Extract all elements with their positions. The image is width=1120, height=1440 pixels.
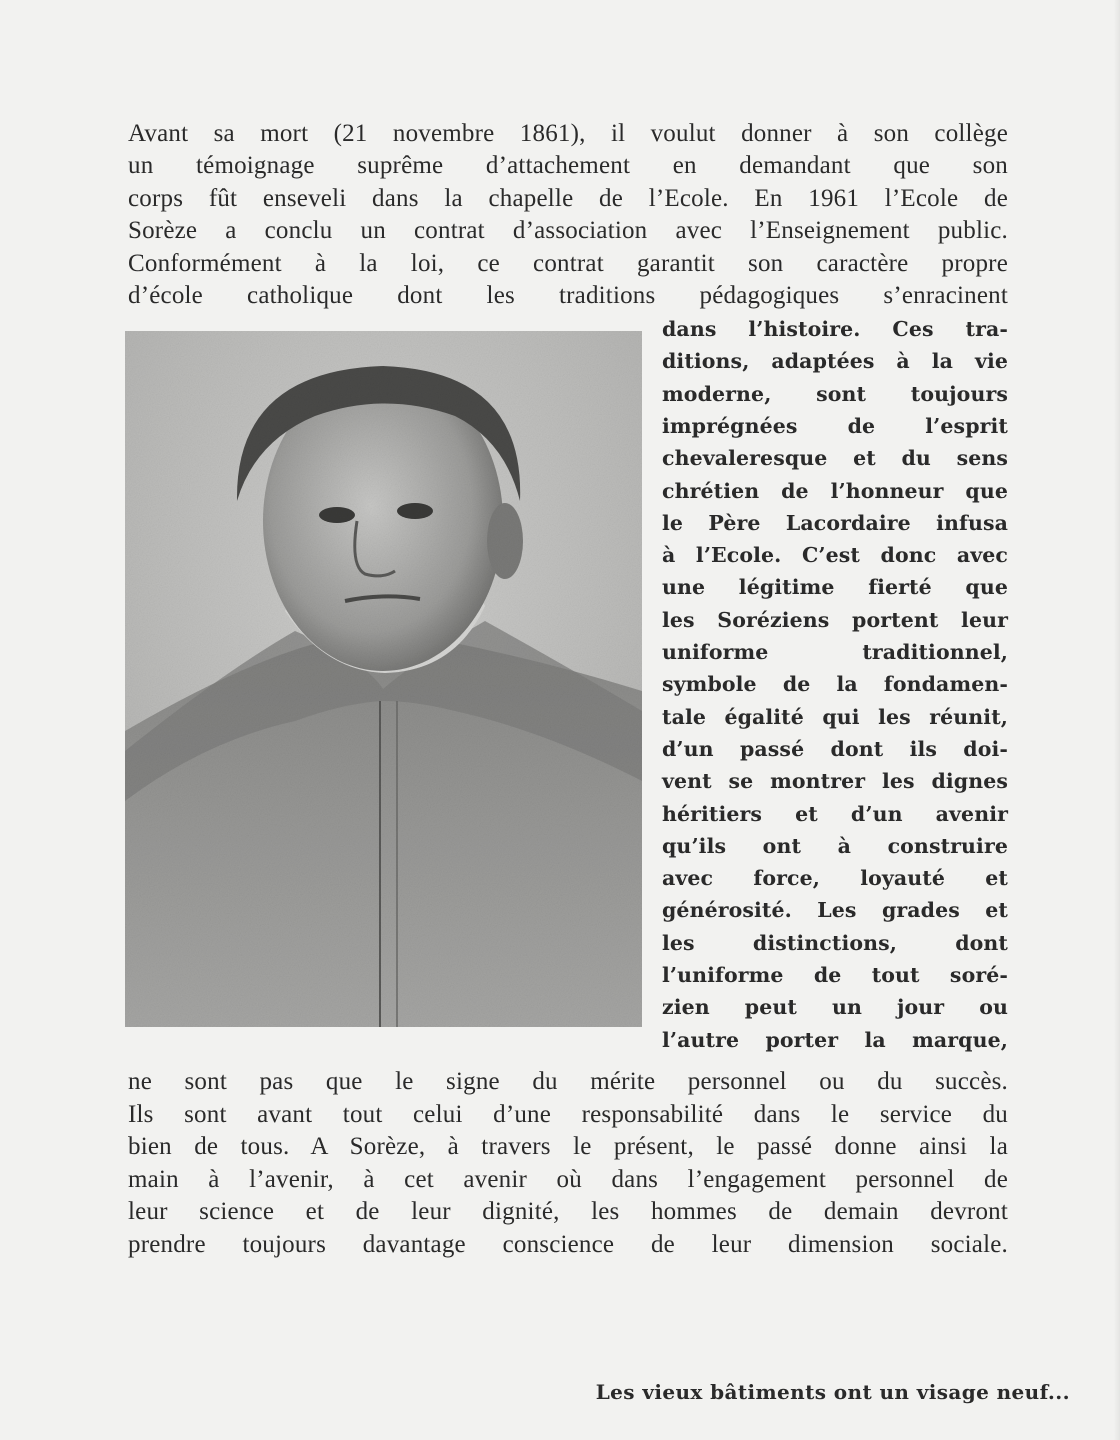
page-caption: Les vieux bâtiments ont un visage neuf... — [595, 1380, 1070, 1404]
portrait-image — [125, 331, 642, 1027]
text-line: imprégnées de l’esprit — [662, 413, 1008, 438]
right-eye — [397, 503, 433, 519]
text-line: symbole de la fondamen- — [662, 672, 1008, 697]
text-line: générosité. Les grades et — [662, 898, 1008, 923]
text-line: d’école catholique dont les traditions pédagogiques s’enracinent — [128, 282, 1008, 309]
left-eye — [319, 507, 355, 523]
text-line: avec force, loyauté et — [662, 866, 1008, 891]
text-line: chevaleresque et du sens — [662, 446, 1008, 471]
text-line: les Soréziens portent leur — [662, 607, 1008, 632]
text-line: leur science et de leur dignité, les hommes de demain devront — [128, 1198, 1008, 1226]
text-line: chrétien de l’honneur que — [662, 478, 1008, 503]
text-line: un témoignage suprême d’attachement en demandant que son — [128, 152, 1008, 180]
text-line: bien de tous. A Sorèze, à travers le présent, le passé donne ainsi la — [128, 1133, 1008, 1161]
text-line: Ils sont avant tout celui d’une responsabilité dans le service du — [128, 1100, 1008, 1128]
text-line: à l’Ecole. C’est donc avec — [662, 543, 1008, 568]
text-line: prendre toujours davantage conscience de leur dimension sociale. — [128, 1231, 1008, 1258]
portrait-drawing — [125, 331, 642, 1027]
text-line: uniforme traditionnel, — [662, 640, 1008, 664]
text-line: les distinctions, dont — [662, 930, 1008, 955]
text-line: Sorèze a conclu un contrat d’association avec l’Enseignement public. — [128, 217, 1008, 245]
text-line: tale égalité qui les réunit, — [662, 704, 1008, 729]
text-line: une légitime fierté que — [662, 575, 1008, 600]
text-line: zien peut un jour ou — [662, 995, 1008, 1020]
text-line: Avant sa mort (21 novembre 1861), il voulut donner à son collège — [128, 120, 1008, 147]
text-line: l’autre porter la marque, — [662, 1027, 1008, 1052]
ear — [487, 503, 523, 579]
text-line: qu’ils ont à construire — [662, 833, 1008, 858]
text-line: dans l’histoire. Ces tra- — [662, 317, 1008, 341]
text-line: d’un passé dont ils doi- — [662, 736, 1008, 761]
text-line: Conformément à la loi, ce contrat garantit son caractère propre — [128, 249, 1008, 277]
text-line: vent se montrer les dignes — [662, 769, 1008, 794]
text-line: corps fût enseveli dans la chapelle de l’Ecole. En 1961 l’Ecole de — [128, 184, 1008, 212]
text-line: l’uniforme de tout soré- — [662, 963, 1008, 987]
page-edge — [1114, 0, 1120, 1440]
text-line: ditions, adaptées à la vie — [662, 349, 1008, 374]
text-line: le Père Lacordaire infusa — [662, 510, 1008, 535]
text-line: ne sont pas que le signe du mérite personnel ou du succès. — [128, 1068, 1008, 1095]
text-line: moderne, sont toujours — [662, 381, 1008, 406]
text-line: héritiers et d’un avenir — [662, 801, 1008, 826]
text-line: main à l’avenir, à cet avenir où dans l’engagement personnel de — [128, 1165, 1008, 1193]
